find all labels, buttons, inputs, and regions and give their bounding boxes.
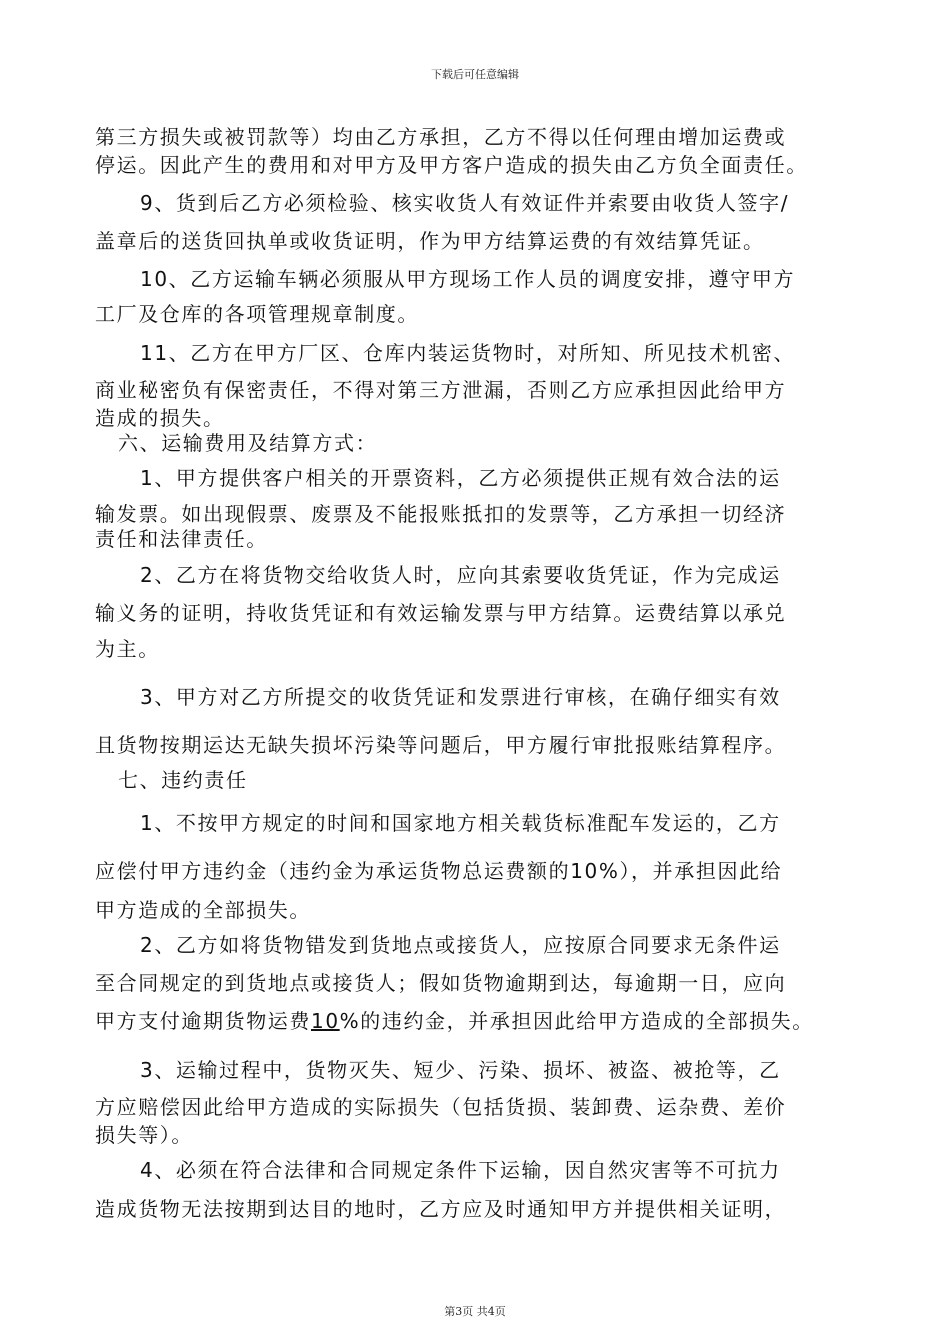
section-heading: 六、运输费用及结算方式： (118, 431, 378, 455)
text-line: 为主。 (95, 637, 160, 661)
text-line: 方应赔偿因此给甲方造成的实际损失（包括货损、装卸费、运杂费、差价 (95, 1095, 787, 1119)
text-line: 1、甲方提供客户相关的开票资料，乙方必须提供正规有效合法的运 (140, 466, 781, 490)
text-line: 3、运输过程中，货物灭失、短少、污染、损坏、被盗、被抢等，乙 (140, 1058, 781, 1082)
text-line: 输发票。如出现假票、废票及不能报账抵扣的发票等，乙方承担一切经济 (95, 502, 787, 526)
text-line: 商业秘密负有保密责任，不得对第三方泄漏，否则乙方应承担因此给甲方 (95, 378, 787, 402)
section-heading: 七、违约责任 (118, 768, 248, 792)
text-line: 1、不按甲方规定的时间和国家地方相关载货标准配车发运的，乙方 (140, 811, 781, 835)
text-line: 3、甲方对乙方所提交的收货凭证和发票进行审核，在确仔细实有效 (140, 685, 781, 709)
text-line: 工厂及仓库的各项管理规章制度。 (95, 302, 419, 326)
text-line: 盖章后的送货回执单或收货证明，作为甲方结算运费的有效结算凭证。 (95, 229, 765, 253)
text-line: 9、货到后乙方必须检验、核实收货人有效证件并索要由收货人签字/ (140, 191, 790, 215)
text-line: 停运。因此产生的费用和对甲方及甲方客户造成的损失由乙方负全面责任。 (95, 153, 808, 177)
text-segment: %的违约金，并承担因此给甲方造成的全部损失。 (339, 1009, 814, 1033)
text-line: 输义务的证明，持收货凭证和有效运输发票与甲方结算。运费结算以承兑 (95, 601, 787, 625)
text-line: 造成货物无法按期到达目的地时，乙方应及时通知甲方并提供相关证明， (95, 1197, 787, 1221)
text-line: 2、乙方如将货物错发到货地点或接货人，应按原合同要求无条件运 (140, 933, 781, 957)
page-footer: 第3页 共4页 (444, 1305, 506, 1318)
text-line: 责任和法律责任。 (95, 527, 268, 551)
text-line: 造成的损失。 (95, 406, 225, 430)
text-line: 甲方造成的全部损失。 (95, 898, 311, 922)
text-line (95, 1008, 865, 1034)
text-line: 第三方损失或被罚款等）均由乙方承担，乙方不得以任何理由增加运费或 (95, 125, 787, 149)
text-line: 且货物按期运达无缺失损坏污染等问题后，甲方履行审批报账结算程序。 (95, 733, 787, 757)
text-line: 4、必须在符合法律和合同规定条件下运输，因自然灾害等不可抗力 (140, 1158, 781, 1182)
text-segment: 甲方支付逾期货物运费 (95, 1009, 311, 1033)
text-line: 应偿付甲方违约金（违约金为承运货物总运费额的10%），并承担因此给 (95, 859, 783, 883)
text-line: 至合同规定的到货地点或接货人；假如货物逾期到达，每逾期一日，应向 (95, 971, 787, 995)
text-line: 10、乙方运输车辆必须服从甲方现场工作人员的调度安排，遵守甲方 (140, 267, 796, 291)
page-header: 下载后可任意编辑 (431, 68, 519, 81)
text-line: 损失等）。 (95, 1123, 193, 1147)
underlined-value: 10 (311, 1009, 340, 1033)
text-line: 2、乙方在将货物交给收货人时，应向其索要收货凭证，作为完成运 (140, 563, 781, 587)
text-line: 11、乙方在甲方厂区、仓库内装运货物时，对所知、所见技术机密、 (140, 341, 796, 365)
